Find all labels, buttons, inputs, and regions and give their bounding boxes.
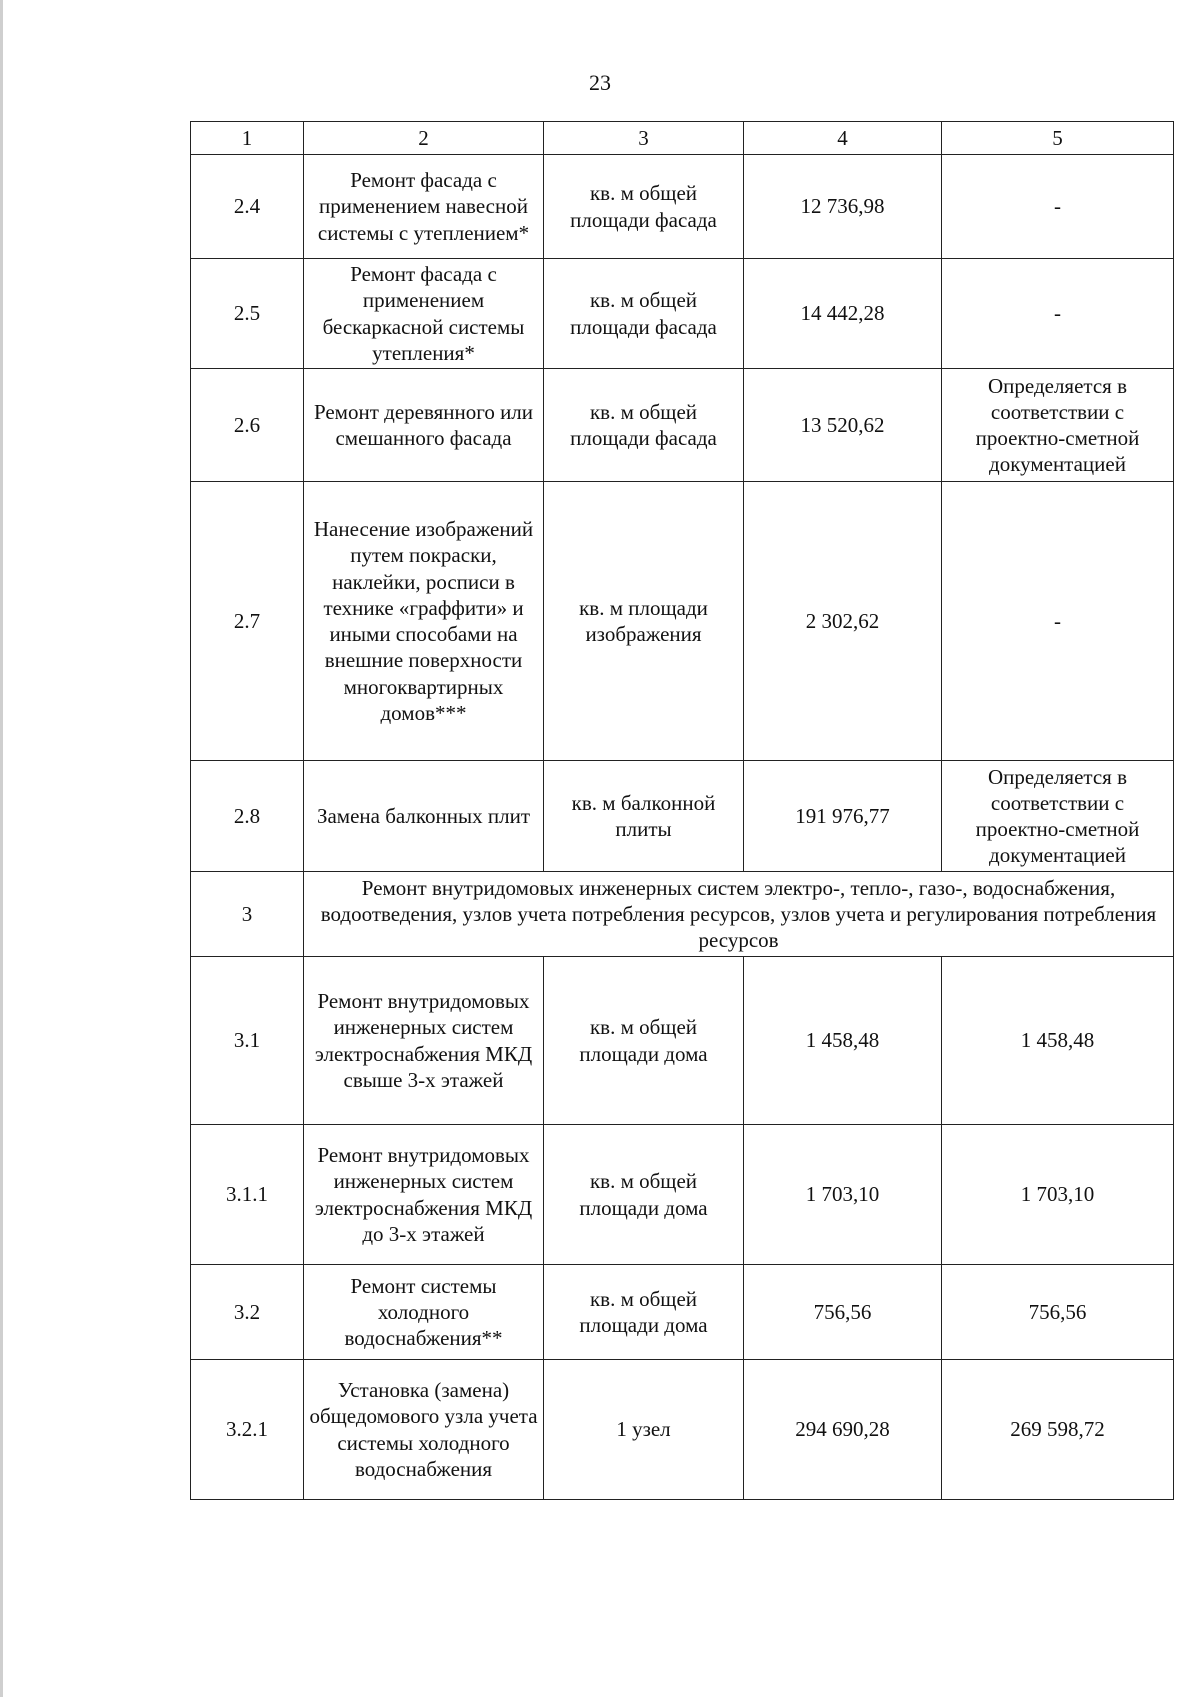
unit: кв. м общей площади дома — [544, 957, 744, 1125]
limit: Определяется в соответствии с проектно-сметной документацией — [942, 369, 1174, 482]
unit: 1 узел — [544, 1360, 744, 1500]
unit: кв. м общей площади дома — [544, 1265, 744, 1360]
work-name: Замена балконных плит — [304, 761, 544, 872]
section-number: 3 — [191, 872, 304, 957]
value: 1 458,48 — [744, 957, 942, 1125]
work-name: Ремонт внутридомовых инженерных систем электроснабжения МКД до 3-х этажей — [304, 1125, 544, 1265]
page-number: 23 — [589, 70, 611, 95]
unit: кв. м общей площади дома — [544, 1125, 744, 1265]
rates-table — [190, 121, 1174, 1500]
limit: - — [942, 482, 1174, 761]
table-row — [191, 482, 1174, 761]
header-cell: 2 — [304, 122, 544, 155]
unit: кв. м площади изображения — [544, 482, 744, 761]
value: 191 976,77 — [744, 761, 942, 872]
value: 13 520,62 — [744, 369, 942, 482]
table-row — [191, 259, 1174, 369]
table-row — [191, 369, 1174, 482]
work-name: Ремонт системы холодного водоснабжения** — [304, 1265, 544, 1360]
value: 1 703,10 — [744, 1125, 942, 1265]
limit: 269 598,72 — [942, 1360, 1174, 1500]
row-number: 2.4 — [191, 155, 304, 259]
work-name: Ремонт деревянного или смешанного фасада — [304, 369, 544, 482]
work-name: Ремонт фасада с применением навесной системы с утеплением* — [304, 155, 544, 259]
row-number: 3.2 — [191, 1265, 304, 1360]
value: 294 690,28 — [744, 1360, 942, 1500]
row-number: 2.8 — [191, 761, 304, 872]
table-row — [191, 155, 1174, 259]
section-row — [191, 872, 1174, 957]
row-number: 3.2.1 — [191, 1360, 304, 1500]
header-cell: 3 — [544, 122, 744, 155]
limit: 756,56 — [942, 1265, 1174, 1360]
header-cell: 4 — [744, 122, 942, 155]
limit: - — [942, 155, 1174, 259]
table-row — [191, 1125, 1174, 1265]
header-row — [191, 122, 1174, 155]
work-name: Установка (замена) общедомового узла учета системы холодного водоснабжения — [304, 1360, 544, 1500]
row-number: 3.1 — [191, 957, 304, 1125]
header-cell: 5 — [942, 122, 1174, 155]
value: 12 736,98 — [744, 155, 942, 259]
header-cell: 1 — [191, 122, 304, 155]
table-row — [191, 1360, 1174, 1500]
limit: 1 458,48 — [942, 957, 1174, 1125]
unit: кв. м балконной плиты — [544, 761, 744, 872]
row-number: 3.1.1 — [191, 1125, 304, 1265]
row-number: 2.5 — [191, 259, 304, 369]
table-row — [191, 957, 1174, 1125]
work-name: Ремонт фасада с применением бескаркасной системы утепления* — [304, 259, 544, 369]
unit: кв. м общей площади фасада — [544, 155, 744, 259]
limit: - — [942, 259, 1174, 369]
value: 2 302,62 — [744, 482, 942, 761]
limit: Определяется в соответствии с проектно-сметной документацией — [942, 761, 1174, 872]
section-title: Ремонт внутридомовых инженерных систем электро-, тепло-, газо-, водоснабжения, водоотведения, узлов учета потребления ресурсов, узлов учета и регулирования потребления ресурсов — [304, 872, 1174, 957]
scan-edge — [0, 0, 3, 1697]
row-number: 2.6 — [191, 369, 304, 482]
table-row — [191, 761, 1174, 872]
value: 14 442,28 — [744, 259, 942, 369]
table-row — [191, 1265, 1174, 1360]
work-name: Нанесение изображений путем покраски, наклейки, росписи в технике «граффити» и иными способами на внешние поверхности многоквартирных домов*** — [304, 482, 544, 761]
work-name: Ремонт внутридомовых инженерных систем электроснабжения МКД свыше 3-х этажей — [304, 957, 544, 1125]
unit: кв. м общей площади фасада — [544, 369, 744, 482]
limit: 1 703,10 — [942, 1125, 1174, 1265]
value: 756,56 — [744, 1265, 942, 1360]
row-number: 2.7 — [191, 482, 304, 761]
unit: кв. м общей площади фасада — [544, 259, 744, 369]
